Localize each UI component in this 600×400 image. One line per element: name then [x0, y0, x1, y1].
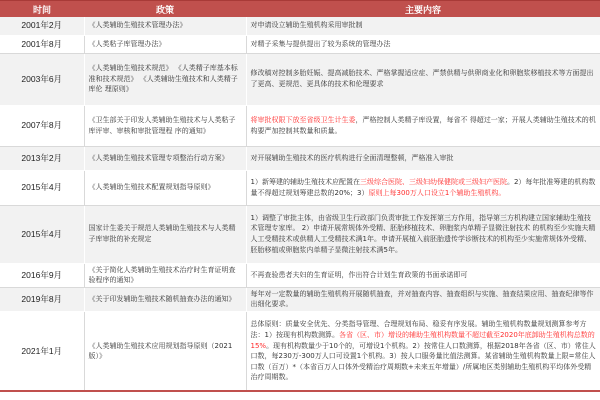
content-segment: 。现有机构数量少于10个的，可增设1个机构。2）按常住人口数测算，根据2018年各省（区、市）常住人口数，每230万-300万人口可设置1个机构。3）按人口服务量比值法测算。某省辅助生殖机构数量上限=常住人口数（百万）*（本省百万人口体外受精治疗周期数+未来五年增量）/所属地区类别辅助生殖机构平均体外受精治疗周期数。 [250, 341, 596, 382]
row-content [246, 287, 600, 311]
content-segment: 每年对一定数量的辅助生殖机构开展随机抽查，并对抽查内容、抽查组织与实施、抽查结果应用、抽查纪律等作出细化要求。 [250, 289, 594, 309]
header-row [0, 1, 600, 18]
table-row [0, 105, 600, 146]
row-policy: 《关于印发辅助生殖技术随机抽查办法的通知》 [84, 287, 246, 311]
row-content [246, 170, 600, 205]
row-time: 2003年6月 [0, 53, 84, 105]
table-row [0, 205, 600, 263]
row-policy: 《人类辅助生殖技术配置规划指导原则》 [84, 170, 246, 205]
content-segment: 对开展辅助生殖技术的医疗机构进行全面清理整顿，严格准入审批 [250, 153, 454, 162]
header-policy: 政策 [84, 1, 246, 18]
row-content [246, 263, 600, 287]
table-row [0, 263, 600, 287]
table-header [0, 1, 600, 18]
row-policy: 《人类辅助生殖技术规范》 《人类精子库基本标准和技术规范》 《人类辅助生殖技术和人类精子库伦 理原则》 [84, 53, 246, 105]
content-segment: 。2）每年批准筹建的机构数量不得超过规划筹建总数的20%；3） [250, 177, 596, 197]
row-content [246, 205, 600, 263]
row-policy: 《人类辅助生殖技术应用规划指导原则（2021版）》 [84, 311, 246, 391]
table-row [0, 35, 600, 53]
header-time: 时间 [0, 1, 84, 18]
row-time: 2015年4月 [0, 170, 84, 205]
content-segment-highlight: 原则上每300万人口设立1个辅助生殖机构。 [368, 188, 506, 197]
row-policy: 《人类辅助生殖技术管理专项整治行动方案》 [84, 146, 246, 170]
content-segment: 总体原则：质量安全优先、分类指导管理、合理规划布局、稳妥有序发展。辅助生殖机构数量规划测算参考方法：1）按现有机构数测算。 [250, 320, 587, 339]
content-segment: ，严格控制人类精子库设置，每省不 得超过一家；开展人类辅助生殖技术的机构要严加控制其数量和质量。 [250, 115, 596, 135]
table-row [0, 53, 600, 105]
content-segment: 对精子采集与提供提出了较为系统的管理办法 [250, 39, 391, 48]
row-policy: 《人类粘子库管理办法》 [84, 35, 246, 53]
content-segment: 不再查验患者夫妇的生育证明，作出符合计划生育政策的书面承诺即可 [250, 270, 468, 279]
row-content [246, 146, 600, 170]
row-time: 2001年2月 [0, 17, 84, 35]
row-time: 2019年8月 [0, 287, 84, 311]
row-time: 2007年8月 [0, 105, 84, 146]
row-policy: 国家计生委关于规范人类辅助生殖技术与人类精子库审批的补充规定 [84, 205, 246, 263]
row-content [246, 17, 600, 35]
row-time: 2021年1月 [0, 311, 84, 391]
row-content [246, 105, 600, 146]
row-policy: 《人类辅助生殖技术管理办法》 [84, 17, 246, 35]
row-policy: 《关于简化人类辅助生殖技术治疗时生育证明查验程序的通知》 [84, 263, 246, 287]
row-time: 2013年2月 [0, 146, 84, 170]
row-time: 2016年9月 [0, 263, 84, 287]
content-segment-highlight: 将审批权限下放至省级卫生计生委 [250, 115, 356, 124]
row-policy: 《卫生部关于印发人类辅助生殖技术与人类粘子库评审、审核和审批管理程 序的通知》 [84, 105, 246, 146]
table-row [0, 17, 600, 35]
table-row [0, 170, 600, 205]
row-content [246, 35, 600, 53]
content-segment: 对申请设立辅助生殖机构采用审批制 [250, 21, 363, 30]
row-time: 2001年8月 [0, 35, 84, 53]
table-row [0, 311, 600, 391]
table-row [0, 146, 600, 170]
row-content [246, 53, 600, 105]
table-row [0, 287, 600, 311]
content-segment-highlight: 三级综合医院、三级妇幼保健院或三级妇产医院 [359, 177, 507, 186]
content-segment: 1）调整了审批主体，由省级卫生行政部门负责审批工作发挥第三方作用，指导第三方机构建立国家辅助生殖技术管理专家库。 2）申请开展常规体外受精、胚胎移植技术、卵胞浆内单精子显微注射技术 的机构至少实施夫精人工受精技术或供精人工受精技术满1年。申请开展植入前胚胎遗传学诊断技术的机构至少实施常规体外受精、胚胎移植或卵胞浆内单精子显微注射技术满5年。 [250, 213, 596, 254]
table-body [0, 17, 600, 391]
content-segment-highlight: 各省（区、市）增设的辅助生殖机构数量不超过截至2020年底卸助生殖机构总数的15% [250, 330, 595, 350]
content-segment: 1）新筹建的辅助生殖技术应配置在 [250, 177, 360, 186]
header-content: 主要内容 [246, 1, 600, 18]
row-content [246, 311, 600, 391]
content-segment: 修改稿对控制多胎妊娠、提高减胎技术、严格掌握适应症、严禁供精与供卵商业化和卵胞浆移植技术等方面提出了更高、更规范、更具体的技术和伦理要求 [250, 69, 594, 88]
row-time: 2015年4月 [0, 205, 84, 263]
